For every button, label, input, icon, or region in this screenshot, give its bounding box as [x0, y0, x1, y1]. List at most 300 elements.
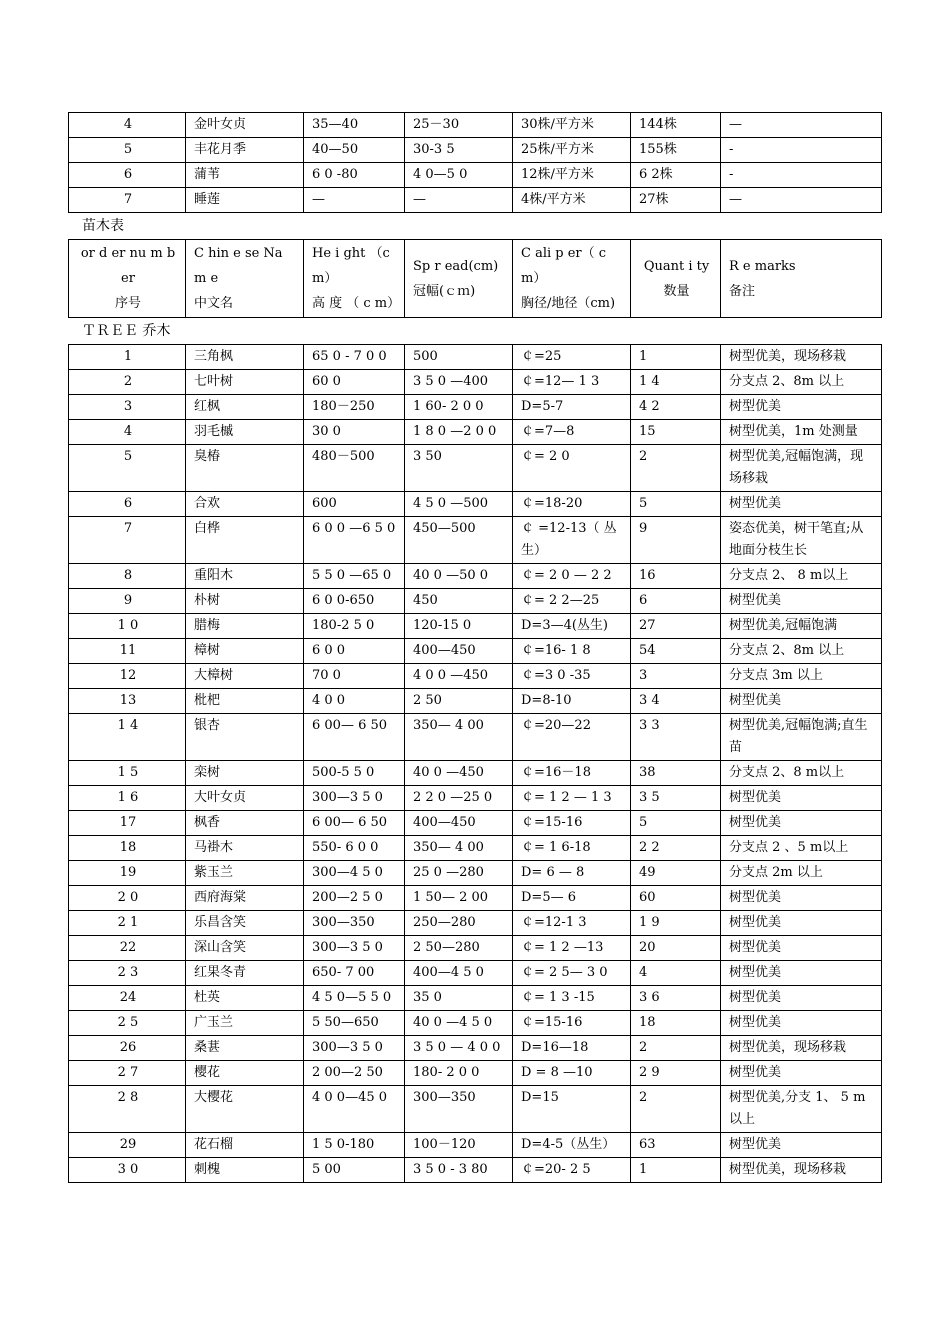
header-height	[304, 240, 405, 318]
cell-caliper: 30株/平方米	[513, 113, 631, 138]
cell-chinese-name: 大叶女贞	[186, 786, 304, 811]
cell-remarks: 姿态优美，树干笔直;从地面分枝生长	[721, 517, 882, 564]
cell-chinese-name: 红枫	[186, 395, 304, 420]
cell-quantity: 4	[631, 961, 721, 986]
cell-caliper: D=8-10	[513, 689, 631, 714]
cell-height: 550- 6 0 0	[304, 836, 405, 861]
table-row	[69, 1133, 882, 1158]
table-row	[69, 811, 882, 836]
cell-chinese-name: 三角枫	[186, 345, 304, 370]
cell-chinese-name: 重阳木	[186, 564, 304, 589]
cell-height: 2 00—2 50	[304, 1061, 405, 1086]
cell-number: 1 5	[69, 761, 186, 786]
table-row	[69, 138, 882, 163]
cell-remarks: —	[721, 188, 882, 213]
cell-chinese-name: 广玉兰	[186, 1011, 304, 1036]
cell-chinese-name: 银杏	[186, 714, 304, 761]
cell-quantity: 6	[631, 589, 721, 614]
cell-height: 1 5 0-180	[304, 1133, 405, 1158]
cell-quantity: 1	[631, 345, 721, 370]
cell-spread: 450	[405, 589, 513, 614]
cell-remarks: 树型优美	[721, 395, 882, 420]
cell-spread: 4 0 0 —450	[405, 664, 513, 689]
cell-remarks: 树型优美	[721, 911, 882, 936]
cell-spread: 40 0 —50 0	[405, 564, 513, 589]
cell-number: 26	[69, 1036, 186, 1061]
cell-remarks: 树型优美	[721, 811, 882, 836]
cell-caliper: ￠= 2 5— 3 0	[513, 961, 631, 986]
nursery-header-table	[68, 239, 882, 318]
cell-spread: 500	[405, 345, 513, 370]
cell-chinese-name: 西府海棠	[186, 886, 304, 911]
cell-chinese-name: 臭椿	[186, 445, 304, 492]
cell-height: 5 50—650	[304, 1011, 405, 1036]
top-table	[68, 112, 882, 213]
cell-caliper: ￠=15-16	[513, 1011, 631, 1036]
cell-caliper: ￠= 2 0	[513, 445, 631, 492]
cell-caliper: ￠= 2 2—25	[513, 589, 631, 614]
header-remarks-en: R e marks	[729, 258, 796, 274]
cell-number: 18	[69, 836, 186, 861]
cell-caliper: ￠= 2 0 — 2 2	[513, 564, 631, 589]
table-row	[69, 492, 882, 517]
cell-caliper: D= 6 — 8	[513, 861, 631, 886]
cell-caliper: 4株/平方米	[513, 188, 631, 213]
cell-chinese-name: 蒲苇	[186, 163, 304, 188]
cell-height: 300—3 5 0	[304, 936, 405, 961]
table-row	[69, 345, 882, 370]
cell-chinese-name: 枇杷	[186, 689, 304, 714]
document-page	[68, 112, 881, 1183]
cell-quantity: 49	[631, 861, 721, 886]
header-chinese-name-cn: 中文名	[194, 296, 234, 311]
cell-spread: 2 50—280	[405, 936, 513, 961]
cell-number: 1	[69, 345, 186, 370]
cell-remarks: 分支点 2、8 m以上	[721, 761, 882, 786]
cell-height: 30 0	[304, 420, 405, 445]
cell-caliper: 12株/平方米	[513, 163, 631, 188]
cell-remarks: -	[721, 163, 882, 188]
cell-height: 6 00— 6 50	[304, 714, 405, 761]
cell-quantity: 3 4	[631, 689, 721, 714]
cell-caliper: D=15	[513, 1086, 631, 1133]
header-caliper-cn: 胸径/地径（cm)	[521, 296, 616, 311]
header-remarks	[721, 240, 882, 318]
cell-chinese-name: 睡莲	[186, 188, 304, 213]
table-row	[69, 689, 882, 714]
cell-number: 12	[69, 664, 186, 689]
cell-spread: 3 5 0 - 3 80	[405, 1158, 513, 1183]
cell-height: 70 0	[304, 664, 405, 689]
cell-remarks: 树型优美	[721, 1133, 882, 1158]
cell-number: 2 3	[69, 961, 186, 986]
header-row	[69, 240, 882, 318]
header-quantity-en: Quant i ty	[643, 258, 710, 274]
cell-remarks: 树型优美，现场移栽	[721, 1158, 882, 1183]
cell-number: 19	[69, 861, 186, 886]
table-row	[69, 188, 882, 213]
cell-number: 24	[69, 986, 186, 1011]
header-height-en: He i ght （c m）	[312, 246, 390, 286]
cell-quantity: 63	[631, 1133, 721, 1158]
cell-height: 4 0 0	[304, 689, 405, 714]
cell-height: 65 0 - 7 0 0	[304, 345, 405, 370]
cell-height: 180－250	[304, 395, 405, 420]
cell-number: 2 8	[69, 1086, 186, 1133]
cell-quantity: 2	[631, 1036, 721, 1061]
cell-spread: 30-3 5	[405, 138, 513, 163]
nursery-table-title: 苗木表	[82, 218, 124, 234]
table-row	[69, 1011, 882, 1036]
cell-chinese-name: 枫香	[186, 811, 304, 836]
cell-number: 2 0	[69, 886, 186, 911]
header-caliper	[513, 240, 631, 318]
cell-spread: 400—4 5 0	[405, 961, 513, 986]
cell-number: 2 7	[69, 1061, 186, 1086]
cell-chinese-name: 樱花	[186, 1061, 304, 1086]
cell-caliper: ￠=20- 2 5	[513, 1158, 631, 1183]
cell-quantity: 18	[631, 1011, 721, 1036]
cell-remarks: 树型优美	[721, 689, 882, 714]
cell-spread: 4 5 0 —500	[405, 492, 513, 517]
cell-spread: 400—450	[405, 811, 513, 836]
header-spread-cn: 冠幅(ｃｍ)	[413, 283, 476, 299]
cell-caliper: 25株/平方米	[513, 138, 631, 163]
table-row	[69, 589, 882, 614]
cell-remarks: 树型优美,冠幅饱满;直生苗	[721, 714, 882, 761]
cell-spread: 3 50	[405, 445, 513, 492]
cell-chinese-name: 金叶女贞	[186, 113, 304, 138]
cell-height: 300—350	[304, 911, 405, 936]
cell-quantity: 15	[631, 420, 721, 445]
cell-number: 5	[69, 138, 186, 163]
cell-number: 6	[69, 163, 186, 188]
cell-caliper: ￠=20—22	[513, 714, 631, 761]
cell-caliper: ￠=3 0 -35	[513, 664, 631, 689]
cell-caliper: ￠= 1 2 — 1 3	[513, 786, 631, 811]
cell-quantity: 5	[631, 811, 721, 836]
cell-remarks: 分支点 2、 8 m以上	[721, 564, 882, 589]
cell-chinese-name: 合欢	[186, 492, 304, 517]
cell-caliper: ￠=16－18	[513, 761, 631, 786]
cell-spread: 35 0	[405, 986, 513, 1011]
cell-caliper: ￠= 1 3 -15	[513, 986, 631, 1011]
cell-remarks: 树型优美	[721, 886, 882, 911]
table-row	[69, 1086, 882, 1133]
cell-remarks: 分支点 2m 以上	[721, 861, 882, 886]
cell-number: 6	[69, 492, 186, 517]
cell-number: 1 0	[69, 614, 186, 639]
table-row	[69, 1061, 882, 1086]
table-row	[69, 714, 882, 761]
cell-number: 8	[69, 564, 186, 589]
cell-quantity: 3	[631, 664, 721, 689]
cell-remarks: 树型优美，现场移栽	[721, 345, 882, 370]
cell-number: 3 0	[69, 1158, 186, 1183]
cell-quantity: 3 5	[631, 786, 721, 811]
cell-quantity: 155株	[631, 138, 721, 163]
cell-height: 300—3 5 0	[304, 1036, 405, 1061]
cell-spread: 100－120	[405, 1133, 513, 1158]
cell-spread: 3 5 0 —400	[405, 370, 513, 395]
cell-remarks: 树型优美	[721, 786, 882, 811]
cell-quantity: 16	[631, 564, 721, 589]
cell-spread: 3 5 0 — 4 0 0	[405, 1036, 513, 1061]
cell-chinese-name: 腊梅	[186, 614, 304, 639]
cell-number: 11	[69, 639, 186, 664]
header-quantity-cn: 数量	[663, 283, 690, 299]
cell-spread: 450—500	[405, 517, 513, 564]
table-row	[69, 664, 882, 689]
cell-quantity: 60	[631, 886, 721, 911]
cell-chinese-name: 栾树	[186, 761, 304, 786]
cell-number: 3	[69, 395, 186, 420]
cell-number: 9	[69, 589, 186, 614]
cell-spread: —	[405, 188, 513, 213]
cell-quantity: 1	[631, 1158, 721, 1183]
cell-quantity: 20	[631, 936, 721, 961]
cell-number: 17	[69, 811, 186, 836]
cell-chinese-name: 花石榴	[186, 1133, 304, 1158]
cell-caliper: ￠=18-20	[513, 492, 631, 517]
table-row	[69, 1158, 882, 1183]
cell-quantity: 144株	[631, 113, 721, 138]
cell-height: 6 0 0-650	[304, 589, 405, 614]
cell-remarks: 树型优美，现场移栽	[721, 1036, 882, 1061]
tree-table	[68, 344, 882, 1183]
cell-number: 2 1	[69, 911, 186, 936]
cell-quantity: 2	[631, 1086, 721, 1133]
table-row	[69, 639, 882, 664]
cell-spread: 250—280	[405, 911, 513, 936]
header-chinese-name-en: C hin e se Na m e	[194, 246, 283, 286]
cell-height: 4 0 0—45 0	[304, 1086, 405, 1133]
cell-chinese-name: 大樱花	[186, 1086, 304, 1133]
cell-quantity: 2 2	[631, 836, 721, 861]
table-row	[69, 395, 882, 420]
cell-height: 4 5 0—5 5 0	[304, 986, 405, 1011]
cell-chinese-name: 樟树	[186, 639, 304, 664]
cell-chinese-name: 朴树	[186, 589, 304, 614]
cell-remarks: 分支点 3m 以上	[721, 664, 882, 689]
tree-section-title: ＴＲＥＥ 乔木	[82, 323, 171, 339]
header-quantity	[631, 240, 721, 318]
cell-quantity: 2	[631, 445, 721, 492]
cell-remarks: 树型优美	[721, 1011, 882, 1036]
table-row	[69, 961, 882, 986]
cell-chinese-name: 红果冬青	[186, 961, 304, 986]
cell-spread: 1 60- 2 0 0	[405, 395, 513, 420]
header-remarks-cn: 备注	[729, 283, 756, 299]
cell-caliper: ￠=12-1 3	[513, 911, 631, 936]
cell-remarks: 分支点 2 、5 m以上	[721, 836, 882, 861]
cell-chinese-name: 深山含笑	[186, 936, 304, 961]
cell-chinese-name: 七叶树	[186, 370, 304, 395]
cell-chinese-name: 白桦	[186, 517, 304, 564]
cell-quantity: 2 9	[631, 1061, 721, 1086]
table-row	[69, 113, 882, 138]
table-row	[69, 861, 882, 886]
cell-quantity: 38	[631, 761, 721, 786]
cell-number: 22	[69, 936, 186, 961]
cell-height: 6 0 -80	[304, 163, 405, 188]
cell-quantity: 6 2株	[631, 163, 721, 188]
cell-spread: 25 0 —280	[405, 861, 513, 886]
cell-quantity: 27株	[631, 188, 721, 213]
header-spread-en: Sp r ead(cm)	[413, 258, 499, 274]
cell-spread: 400—450	[405, 639, 513, 664]
header-height-cn: 高 度 （ c m）	[312, 296, 401, 311]
cell-spread: 120-15 0	[405, 614, 513, 639]
table-row	[69, 886, 882, 911]
cell-height: 35—40	[304, 113, 405, 138]
cell-caliper: ￠=7—8	[513, 420, 631, 445]
cell-height: 5 5 0 —65 0	[304, 564, 405, 589]
cell-caliper: D=5-7	[513, 395, 631, 420]
cell-number: 1 6	[69, 786, 186, 811]
cell-remarks: 树型优美,分支 1、 5 m 以上	[721, 1086, 882, 1133]
cell-number: 13	[69, 689, 186, 714]
cell-spread: 1 50— 2 00	[405, 886, 513, 911]
cell-spread: 350— 4 00	[405, 714, 513, 761]
cell-remarks: 树型优美	[721, 961, 882, 986]
cell-caliper: ￠=25	[513, 345, 631, 370]
cell-spread: 180- 2 0 0	[405, 1061, 513, 1086]
cell-chinese-name: 大樟树	[186, 664, 304, 689]
cell-spread: 4 0—5 0	[405, 163, 513, 188]
cell-number: 1 4	[69, 714, 186, 761]
cell-spread: 2 50	[405, 689, 513, 714]
cell-remarks: 树型优美	[721, 1061, 882, 1086]
cell-caliper: ￠ =12-13（ 丛生）	[513, 517, 631, 564]
cell-remarks: 树型优美	[721, 936, 882, 961]
cell-remarks: 树型优美,冠幅饱满，现场移栽	[721, 445, 882, 492]
cell-caliper: ￠=15-16	[513, 811, 631, 836]
cell-height: 300—3 5 0	[304, 786, 405, 811]
cell-remarks: 分支点 2、8m 以上	[721, 639, 882, 664]
cell-caliper: D=5— 6	[513, 886, 631, 911]
table-row	[69, 761, 882, 786]
cell-height: 40—50	[304, 138, 405, 163]
cell-height: 60 0	[304, 370, 405, 395]
cell-quantity: 9	[631, 517, 721, 564]
cell-remarks: 树型优美	[721, 589, 882, 614]
cell-quantity: 1 9	[631, 911, 721, 936]
cell-quantity: 5	[631, 492, 721, 517]
cell-remarks: 树型优美,冠幅饱满	[721, 614, 882, 639]
cell-height: 6 0 0	[304, 639, 405, 664]
cell-chinese-name: 桑葚	[186, 1036, 304, 1061]
cell-spread: 2 2 0 —25 0	[405, 786, 513, 811]
cell-chinese-name: 刺槐	[186, 1158, 304, 1183]
cell-chinese-name: 马褂木	[186, 836, 304, 861]
cell-caliper: D=4-5（丛生）	[513, 1133, 631, 1158]
cell-number: 5	[69, 445, 186, 492]
cell-height: 600	[304, 492, 405, 517]
cell-remarks: -	[721, 138, 882, 163]
cell-number: 4	[69, 420, 186, 445]
cell-quantity: 1 4	[631, 370, 721, 395]
header-order-number-cn: 序号	[114, 296, 141, 311]
cell-caliper: ￠= 1 6-18	[513, 836, 631, 861]
cell-number: 2 5	[69, 1011, 186, 1036]
cell-height: 6 0 0 —6 5 0	[304, 517, 405, 564]
table-row	[69, 517, 882, 564]
cell-height: —	[304, 188, 405, 213]
cell-caliper: D=3—4(丛生)	[513, 614, 631, 639]
cell-height: 180-2 5 0	[304, 614, 405, 639]
cell-height: 480－500	[304, 445, 405, 492]
table-row	[69, 445, 882, 492]
table-row	[69, 786, 882, 811]
cell-caliper: ￠=16- 1 8	[513, 639, 631, 664]
cell-height: 650- 7 00	[304, 961, 405, 986]
table-row	[69, 564, 882, 589]
cell-quantity: 3 3	[631, 714, 721, 761]
cell-number: 7	[69, 188, 186, 213]
cell-number: 7	[69, 517, 186, 564]
cell-number: 4	[69, 113, 186, 138]
cell-number: 29	[69, 1133, 186, 1158]
table-row	[69, 370, 882, 395]
cell-height: 200—2 5 0	[304, 886, 405, 911]
table-row	[69, 614, 882, 639]
cell-height: 300—4 5 0	[304, 861, 405, 886]
cell-chinese-name: 紫玉兰	[186, 861, 304, 886]
cell-remarks: 树型优美	[721, 986, 882, 1011]
header-order-number-en: or d er nu m b er	[80, 246, 176, 286]
cell-remarks: 树型优美，1m 处测量	[721, 420, 882, 445]
cell-remarks: 分支点 2、8m 以上	[721, 370, 882, 395]
cell-spread: 40 0 —4 5 0	[405, 1011, 513, 1036]
cell-quantity: 27	[631, 614, 721, 639]
table-row	[69, 163, 882, 188]
cell-chinese-name: 丰花月季	[186, 138, 304, 163]
cell-number: 2	[69, 370, 186, 395]
cell-spread: 350— 4 00	[405, 836, 513, 861]
cell-spread: 25－30	[405, 113, 513, 138]
table-row	[69, 836, 882, 861]
cell-quantity: 54	[631, 639, 721, 664]
table-row	[69, 420, 882, 445]
cell-chinese-name: 杜英	[186, 986, 304, 1011]
cell-quantity: 3 6	[631, 986, 721, 1011]
header-spread	[405, 240, 513, 318]
cell-quantity: 4 2	[631, 395, 721, 420]
cell-spread: 1 8 0 —2 0 0	[405, 420, 513, 445]
header-order-number	[69, 240, 186, 318]
cell-caliper: D = 8 —10	[513, 1061, 631, 1086]
cell-remarks: —	[721, 113, 882, 138]
header-chinese-name	[186, 240, 304, 318]
table-row	[69, 1036, 882, 1061]
cell-height: 500-5 5 0	[304, 761, 405, 786]
cell-height: 5 00	[304, 1158, 405, 1183]
table-row	[69, 936, 882, 961]
cell-chinese-name: 羽毛槭	[186, 420, 304, 445]
table-row	[69, 986, 882, 1011]
cell-height: 6 00— 6 50	[304, 811, 405, 836]
cell-spread: 40 0 —450	[405, 761, 513, 786]
header-caliper-en: C ali p er（ c m）	[521, 246, 607, 286]
cell-caliper: ￠=12— 1 3	[513, 370, 631, 395]
cell-spread: 300—350	[405, 1086, 513, 1133]
cell-chinese-name: 乐昌含笑	[186, 911, 304, 936]
cell-caliper: D=16—18	[513, 1036, 631, 1061]
cell-remarks: 树型优美	[721, 492, 882, 517]
cell-caliper: ￠= 1 2 —13	[513, 936, 631, 961]
table-row	[69, 911, 882, 936]
